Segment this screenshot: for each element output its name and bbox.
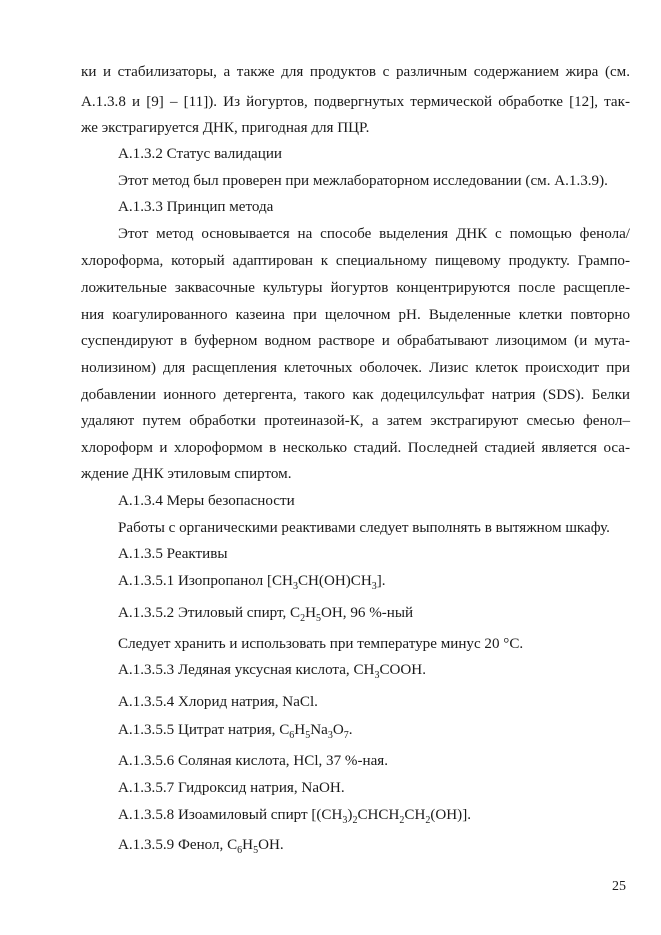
para1-line-3: же экстрагируется ДНК, пригодная для ПЦР. [81,120,370,136]
reagent-isopropanol: А.1.3.5.1 Изопропанол $[CH_3CH(OH)CH_3]$. [118,573,386,592]
principle-line-1: Этот метод основывается на способе выделения ДНК с помощью фенола/ [118,226,630,242]
reagent-sodium-chloride: А.1.3.5.4 Хлорид натрия, NaCl. [118,694,318,710]
principle-line-4: ния коагулированного казеина при щелочном pH. Выделенные клетки повторно [81,307,630,323]
section-heading-validation: А.1.3.2 Статус валидации [118,146,282,162]
para1-line-2: А.1.3.8 и [9] – [11]). Из йогуртов, подвергнутых термической обработке [12], так- [81,94,630,110]
reagent-acetic-acid: А.1.3.5.3 Ледяная уксусная кислота, $CH_3COOH$. [118,662,426,681]
safety-text: Работы с органическими реактивами следует выполнять в вытяжном шкафу. [118,520,610,536]
principle-line-3: ложительные заквасочные культуры йогуртов концентрируются после расщепле- [81,280,630,296]
reagent-ethanol: А.1.3.5.2 Этиловый спирт, $C_2H_5OH$, 96 %-ный [118,605,414,624]
reagent-hydrochloric-acid: А.1.3.5.6 Соляная кислота, HCl, 37 %-ная. [118,753,389,769]
principle-line-2: хлороформа, который адаптирован к специальному пищевому продукту. Грампо- [81,253,630,269]
section-heading-reagents: А.1.3.5 Реактивы [118,546,228,562]
principle-line-5: суспендируют в буферном водном растворе и обрабатывают лизоцимом (и мута- [81,333,630,349]
reagent-isoamyl-alcohol: А.1.3.5.8 Изоамиловый спирт $[(CH_3)_2CHCH_2CH_2(OH)]$. [118,807,471,826]
para1-line-1: ки и стабилизаторы, а также для продуктов с различным содержанием жира (см. [81,64,630,80]
principle-line-7: добавлении ионного детергента, такого как додецилсульфат натрия (SDS). Белки [81,387,630,403]
principle-line-6: нолизином) для расщепления клеточных оболочек. Лизис клеток происходит при [81,360,630,376]
principle-line-8: удаляют путем обработки протеиназой-К, а затем экстрагируют смесью фенол– [81,413,630,429]
page-number: 25 [612,879,626,894]
section-heading-safety: А.1.3.4 Меры безопасности [118,493,295,509]
principle-line-10: ждение ДНК этиловым спиртом. [81,466,292,482]
validation-text: Этот метод был проверен при межлабораторном исследовании (см. А.1.3.9). [118,173,608,189]
reagent-phenol: А.1.3.5.9 Фенол, $C_6H_5OH$. [118,837,284,856]
reagent-sodium-hydroxide: А.1.3.5.7 Гидроксид натрия, NaOH. [118,780,345,796]
principle-line-9: хлороформ и хлороформом в несколько стадий. Последней стадией является оса- [81,440,630,456]
section-heading-principle: А.1.3.3 Принцип метода [118,199,274,215]
reagent-sodium-citrate: А.1.3.5.5 Цитрат натрия, $C_6H_5Na_3O_7$. [118,722,353,741]
ethanol-storage-note: Следует хранить и использовать при температуре минус 20 °С. [118,636,524,652]
